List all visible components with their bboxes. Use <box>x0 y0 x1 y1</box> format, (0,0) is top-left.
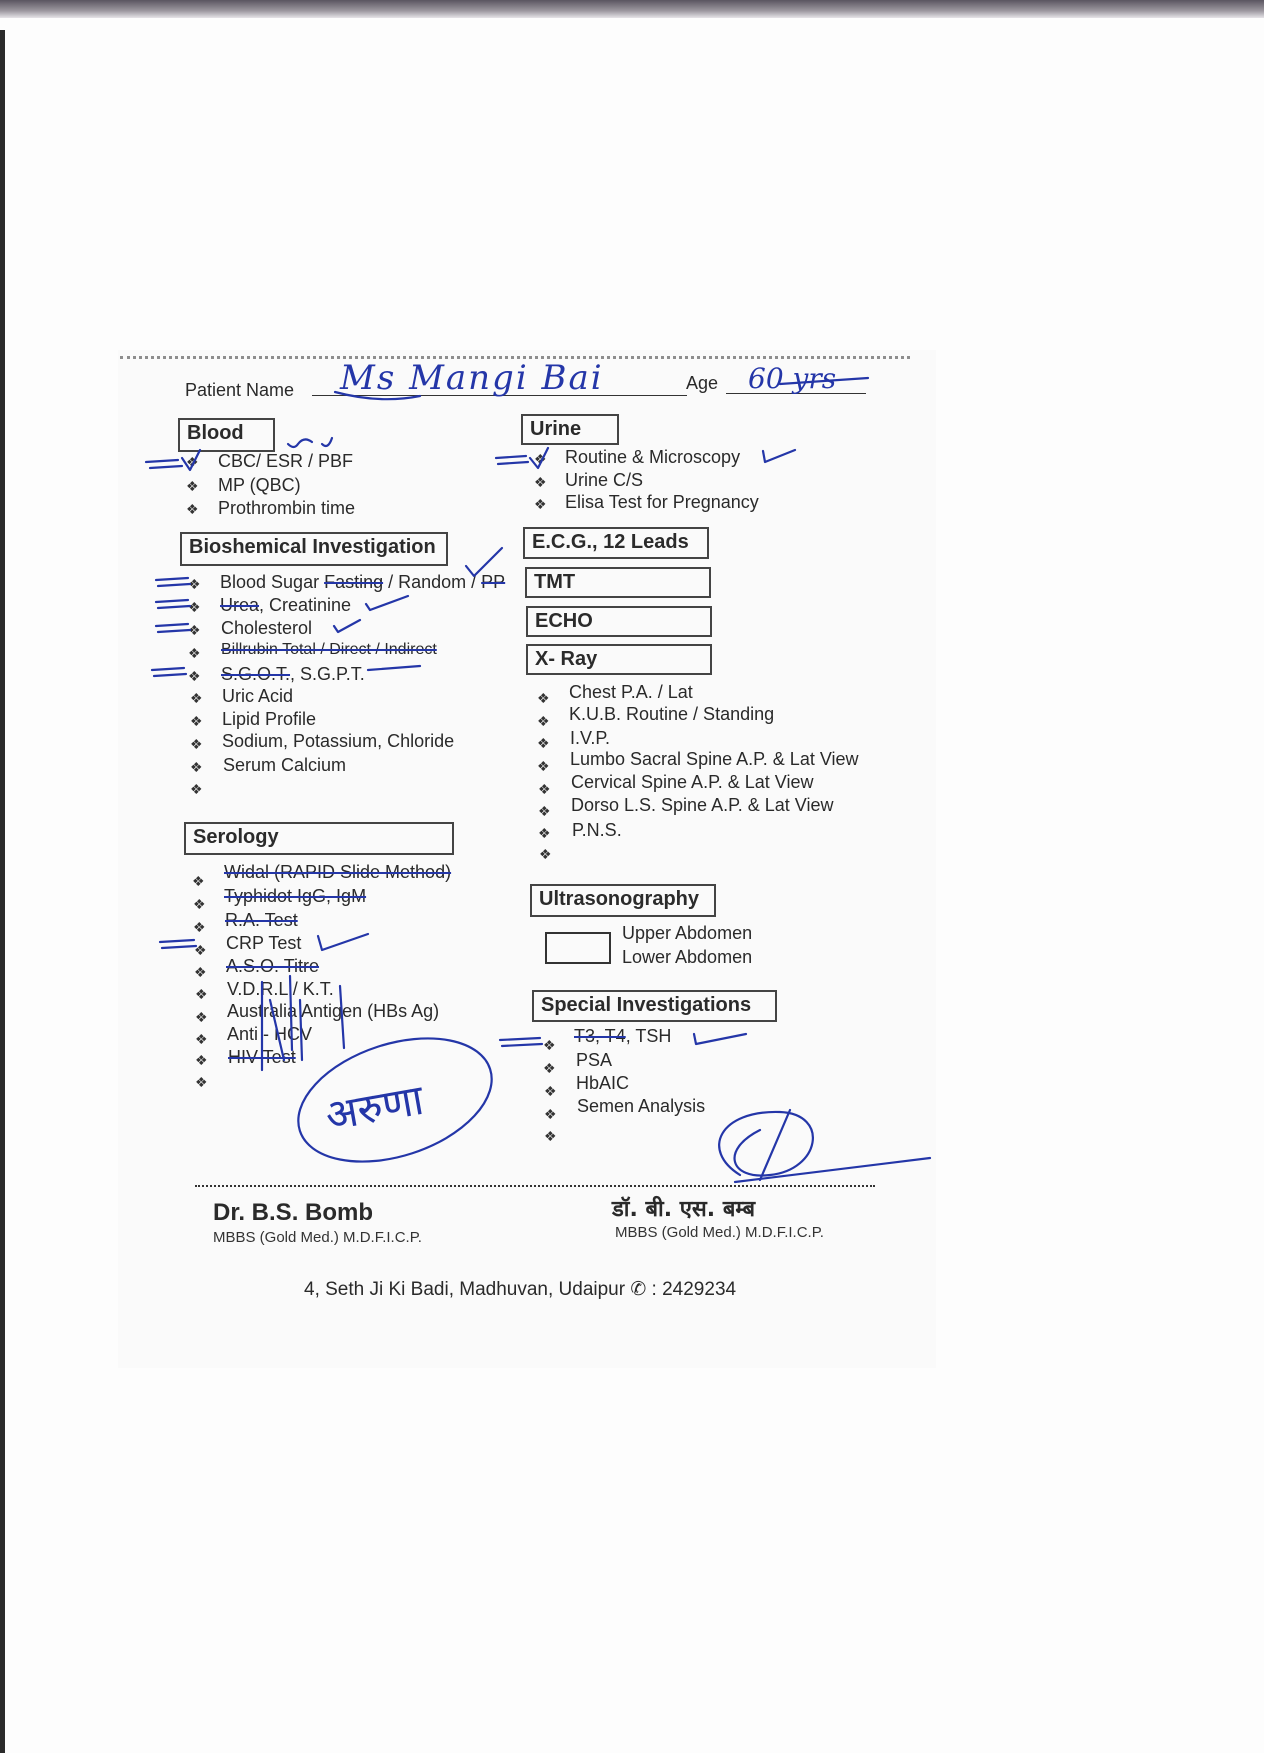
ecg-section-title: E.C.G., 12 Leads <box>523 527 709 559</box>
bullet-icon: ❖ <box>544 1106 557 1122</box>
usg-lower: Lower Abdomen <box>622 947 753 967</box>
doctor-name-english: Dr. B.S. Bomb <box>213 1199 374 1226</box>
bullet-icon: ❖ <box>534 474 547 490</box>
bullet-icon: ❖ <box>194 942 207 958</box>
bullet-icon: ❖ <box>186 478 199 494</box>
serology-hiv: HIV Test <box>228 1047 296 1067</box>
clinic-address: 4, Seth Ji Ki Badi, Madhuvan, Udaipur ✆ : 2429234 <box>304 1279 737 1300</box>
biochem-urea-creatinine: Urea, Creatinine <box>220 595 352 615</box>
bullet-icon: ❖ <box>537 713 550 729</box>
xray-dorso: Dorso L.S. Spine A.P. & Lat View <box>571 795 834 815</box>
bullet-icon: ❖ <box>195 1052 208 1068</box>
biochem-blood-sugar: Blood Sugar Fasting / Random / PP <box>220 572 506 592</box>
bullet-icon: ❖ <box>534 496 547 512</box>
bullet-icon: ❖ <box>195 986 208 1002</box>
doctor-name-hindi: डॉ. बी. एस. बम्ब <box>612 1197 756 1222</box>
bullet-icon: ❖ <box>195 1031 208 1047</box>
echo-section-title: ECHO <box>526 606 712 637</box>
special-psa: PSA <box>576 1050 613 1070</box>
serology-section-title: Serology <box>184 822 454 855</box>
xray-section-title: X- Ray <box>526 644 712 675</box>
biochem-sodium: Sodium, Potassium, Chloride <box>222 731 455 751</box>
bullet-icon: ❖ <box>188 645 201 661</box>
bullet-icon: ❖ <box>193 919 206 935</box>
biochem-cholesterol: Cholesterol <box>221 618 313 638</box>
special-section-title: Special Investigations <box>532 990 777 1022</box>
usg-section-title: Ultrasonography <box>530 884 716 917</box>
bullet-icon: ❖ <box>538 803 551 819</box>
bullet-icon: ❖ <box>188 576 201 592</box>
patient-name-label: Patient Name <box>185 380 295 400</box>
blood-section-title: Blood <box>178 418 275 452</box>
bullet-icon: ❖ <box>534 451 547 467</box>
age-label: Age <box>686 373 719 393</box>
serology-crp: CRP Test <box>226 933 302 953</box>
bullet-icon: ❖ <box>537 758 550 774</box>
bullet-icon: ❖ <box>539 846 552 862</box>
serology-vdrl: V.D.R.L / K.T. <box>227 979 334 999</box>
bullet-icon: ❖ <box>543 1037 556 1053</box>
bullet-icon: ❖ <box>188 668 201 684</box>
bullet-icon: ❖ <box>190 690 203 706</box>
urine-section-title: Urine <box>521 414 619 445</box>
bullet-icon: ❖ <box>190 713 203 729</box>
serology-ra: R.A. Test <box>225 910 298 930</box>
patient-name-value: Ms Mangi Bai <box>340 358 604 398</box>
xray-ivp: I.V.P. <box>570 728 611 748</box>
age-value: 60 yrs <box>748 362 837 395</box>
usg-upper: Upper Abdomen <box>622 923 753 943</box>
bullet-icon: ❖ <box>188 622 201 638</box>
bullet-icon: ❖ <box>544 1083 557 1099</box>
bullet-icon: ❖ <box>190 781 203 797</box>
blood-cbc: CBC/ ESR / PBF <box>218 451 354 471</box>
serology-hcv: Anti - HCV <box>227 1024 313 1044</box>
bullet-icon: ❖ <box>190 736 203 752</box>
urine-elisa: Elisa Test for Pregnancy <box>565 492 759 512</box>
blood-mp: MP (QBC) <box>218 475 301 495</box>
bullet-icon: ❖ <box>195 1074 208 1090</box>
bullet-icon: ❖ <box>193 896 206 912</box>
biochem-uric-acid: Uric Acid <box>222 686 294 706</box>
xray-chest: Chest P.A. / Lat <box>569 682 693 702</box>
bullet-icon: ❖ <box>186 501 199 517</box>
xray-pns: P.N.S. <box>572 820 622 840</box>
doctor-degree-english: MBBS (Gold Med.) M.D.F.I.C.P. <box>213 1229 422 1246</box>
blood-prothrombin: Prothrombin time <box>218 498 356 518</box>
bullet-icon: ❖ <box>543 1060 556 1076</box>
xray-cervical: Cervical Spine A.P. & Lat View <box>571 772 814 792</box>
biochem-sgot-sgpt: S.G.O.T., S.G.P.T. <box>221 664 365 684</box>
urine-routine: Routine & Microscopy <box>565 447 741 467</box>
biochem-bilirubin: Billrubin Total / Direct / Indirect <box>221 641 437 658</box>
bullet-icon: ❖ <box>195 1009 208 1025</box>
bullet-icon: ❖ <box>537 735 550 751</box>
bullet-icon: ❖ <box>538 781 551 797</box>
urine-cs: Urine C/S <box>565 470 644 490</box>
bullet-icon: ❖ <box>186 454 199 470</box>
bullet-icon: ❖ <box>544 1128 557 1144</box>
handwritten-stamp-text: अरुणा <box>321 1074 428 1141</box>
bullet-icon: ❖ <box>194 964 207 980</box>
bullet-icon: ❖ <box>188 599 201 615</box>
special-thyroid: T3, T4, TSH <box>574 1026 672 1046</box>
serology-aso: A.S.O. Titre <box>226 956 320 976</box>
bullet-icon: ❖ <box>537 690 550 706</box>
bullet-icon: ❖ <box>538 825 551 841</box>
special-semen: Semen Analysis <box>577 1096 706 1116</box>
xray-lumbo: Lumbo Sacral Spine A.P. & Lat View <box>570 749 859 769</box>
serology-widal: Widal (RAPID Slide Method) <box>224 862 452 882</box>
special-hbaic: HbAIC <box>576 1073 630 1093</box>
tmt-section-title: TMT <box>525 567 711 598</box>
bullet-icon: ❖ <box>192 873 205 889</box>
biochem-section-title: Bioshemical Investigation <box>180 532 448 566</box>
biochem-lipid: Lipid Profile <box>222 709 317 729</box>
bullet-icon: ❖ <box>190 759 203 775</box>
biochem-calcium: Serum Calcium <box>223 755 347 775</box>
serology-australia: Australia Antigen (HBs Ag) <box>227 1001 440 1021</box>
xray-kub: K.U.B. Routine / Standing <box>569 704 775 724</box>
serology-typhidot: Typhidot IgG, IgM <box>224 886 367 906</box>
doctor-degree-hindi: MBBS (Gold Med.) M.D.F.I.C.P. <box>615 1224 824 1241</box>
